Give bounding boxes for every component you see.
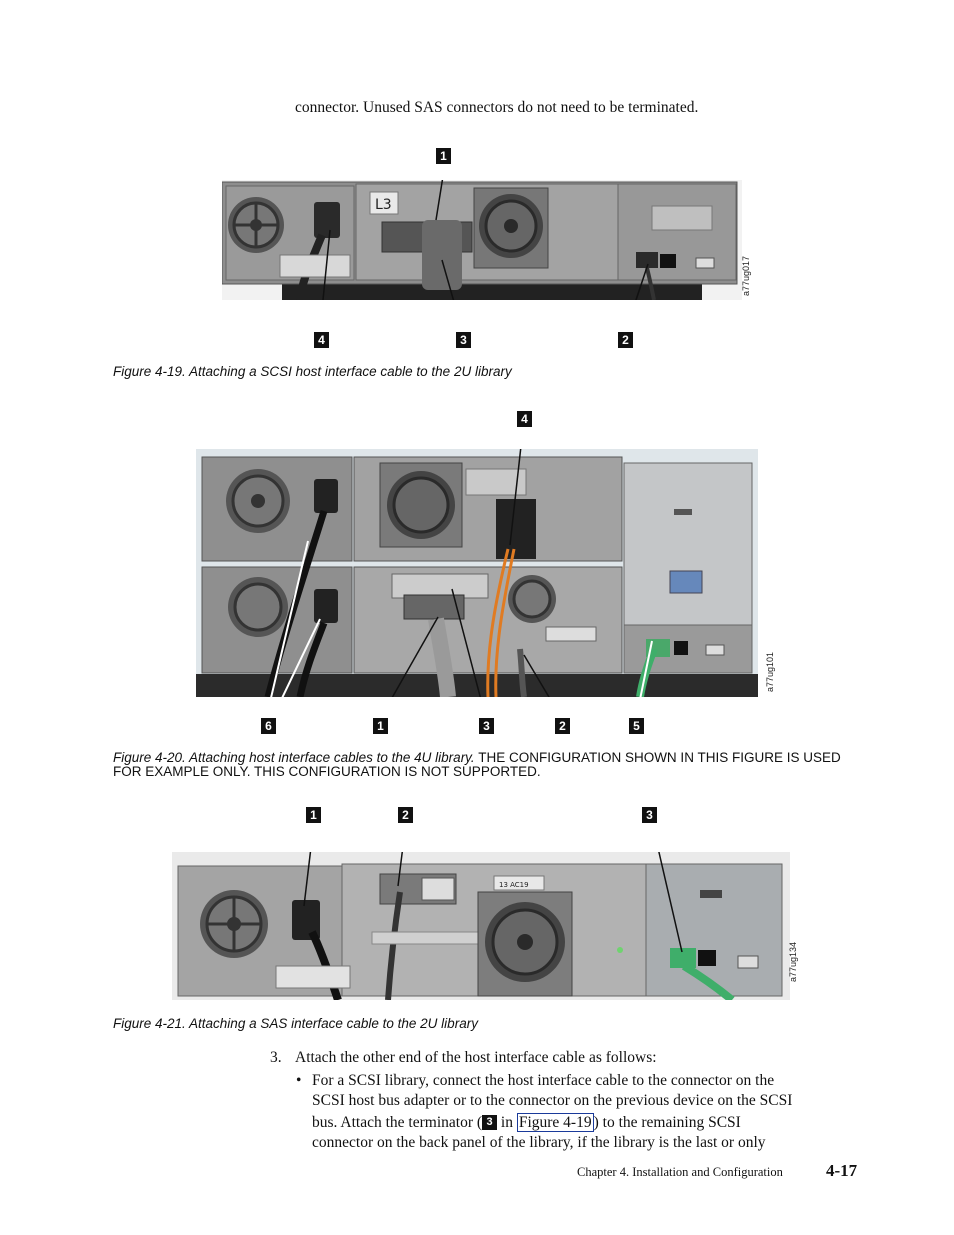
bullet-item [312,1071,872,1153]
figure-4-20-caption-label: Figure 4-20. Attaching host interface cables to the 4U library. [113,750,475,765]
step-number: 3. [270,1049,282,1066]
figure-4-20-image-code: a77ug101 [765,651,775,692]
bullet-line-3-b: in [497,1114,517,1131]
figure-4-20-callout-6: 6 [261,718,276,734]
figure-4-21-callout-1: 1 [306,807,321,823]
figure-4-20-caption [113,751,853,779]
panel-label-l3: L3 [375,197,392,213]
intro-text: connector. Unused SAS connectors do not need to be terminated. [295,99,699,116]
step-text: Attach the other end of the host interface cable as follows: [295,1049,657,1066]
figure-4-19-callout-2: 2 [618,332,633,348]
figure-4-21-callout-3: 3 [642,807,657,823]
figure-4-20-photo [196,449,758,697]
bullet-line-3-a: bus. Attach the terminator ( [312,1114,483,1131]
figure-4-20-caption-note: THE CONFIGURATION SHOWN IN THIS FIGURE IS USED FOR EXAMPLE ONLY. THIS CONFIGURATION IS NOT SUPPORTED. [113,750,841,779]
figure-4-19-photo [222,180,742,300]
bullet-line-3 [312,1113,872,1133]
figure-4-19-caption-label: Figure 4-19. Attaching a SCSI host interface cable to the 2U library [113,364,512,379]
bullet-line-4: connector on the back panel of the library, if the library is the last or only [312,1134,766,1151]
figure-4-19-caption [113,365,853,379]
svg-text:13 AC19: 13 AC19 [499,881,529,889]
bullet-marker: • [296,1072,302,1089]
figure-4-20-image [196,449,758,697]
figure-4-21-callout-2: 2 [398,807,413,823]
inline-callout-3: 3 [482,1115,497,1130]
figure-4-19-link[interactable]: Figure 4-19 [518,1114,592,1131]
figure-4-20-callout-3: 3 [479,718,494,734]
figure-4-21-caption-label: Figure 4-21. Attaching a SAS interface cable to the 2U library [113,1016,478,1031]
figure-4-20-callout-4: 4 [517,411,532,427]
figure-4-19-callout-1: 1 [436,148,451,164]
figure-4-21-caption [113,1017,853,1031]
figure-4-20-callout-2: 2 [555,718,570,734]
figure-4-21-photo [172,852,790,1000]
bullet-line-2: SCSI host bus adapter or to the connector on the previous device on the SCSI [312,1092,793,1109]
figure-4-19-callout-4: 4 [314,332,329,348]
footer-chapter: Chapter 4. Installation and Configuration [577,1165,783,1179]
figure-4-21-image [172,852,790,1000]
figure-4-21-image-code: a77ug134 [788,941,798,982]
bullet-line-3-c: ) to the remaining SCSI [593,1114,741,1131]
figure-4-19-image [222,180,742,300]
figure-4-20-callout-1: 1 [373,718,388,734]
bullet-line-1: For a SCSI library, connect the host interface cable to the connector on the [312,1072,775,1089]
figure-4-20-callout-5: 5 [629,718,644,734]
figure-4-19-callout-3: 3 [456,332,471,348]
footer-page-number: 4-17 [826,1161,858,1180]
figure-4-19-image-code: a77ug017 [741,255,751,296]
